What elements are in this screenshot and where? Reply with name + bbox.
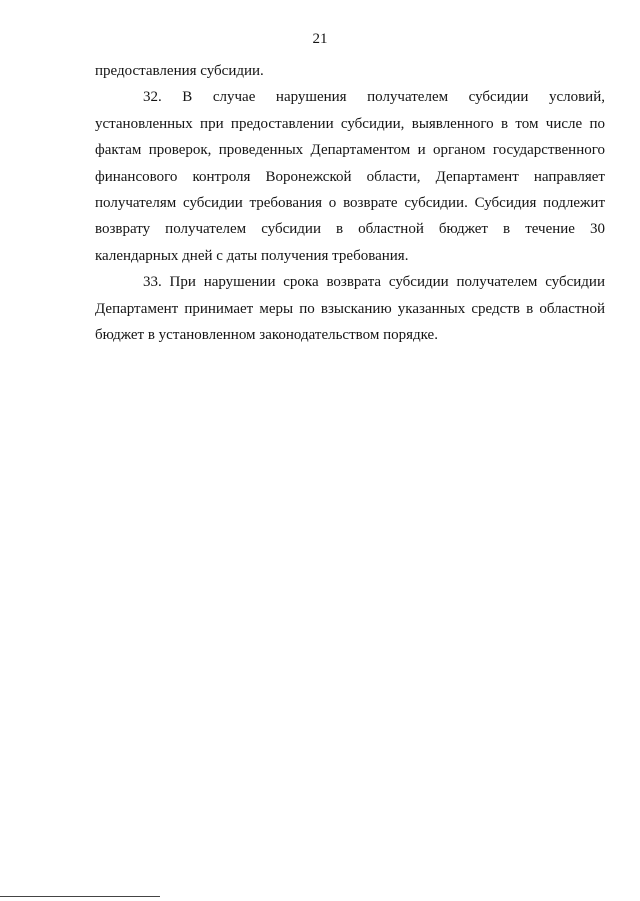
text-line: бюджет в установленном законодательством порядке. [95, 326, 438, 343]
text-line: 32. В случае нарушения получателем субсидии условий, [143, 89, 605, 106]
text-line: установленных при предоставлении субсидии, выявленного в том числе по [95, 115, 605, 132]
paragraph-32 [95, 84, 605, 269]
text-line: возврату получателем субсидии в областной бюджет в течение 30 [95, 221, 605, 238]
scan-edge-rule [0, 896, 160, 897]
text-line: фактам проверок, проведенных Департаментом и органом государственного [95, 142, 605, 159]
paragraph-31-ending [95, 58, 605, 84]
text-line: предоставления субсидии. [95, 63, 264, 79]
text-line: 33. При нарушении срока возврата субсидии получателем субсидии [143, 274, 605, 291]
paragraph-33 [95, 269, 605, 348]
page-number: 21 [312, 31, 328, 47]
document-body [95, 58, 605, 348]
text-line: Департамент принимает меры по взысканию указанных средств в областной [95, 300, 605, 317]
text-line: получателям субсидии требования о возврате субсидии. Субсидия подлежит [95, 194, 605, 211]
text-line: финансового контроля Воронежской области, Департамент направляет [95, 168, 605, 185]
text-line: календарных дней с даты получения требования. [95, 247, 409, 264]
